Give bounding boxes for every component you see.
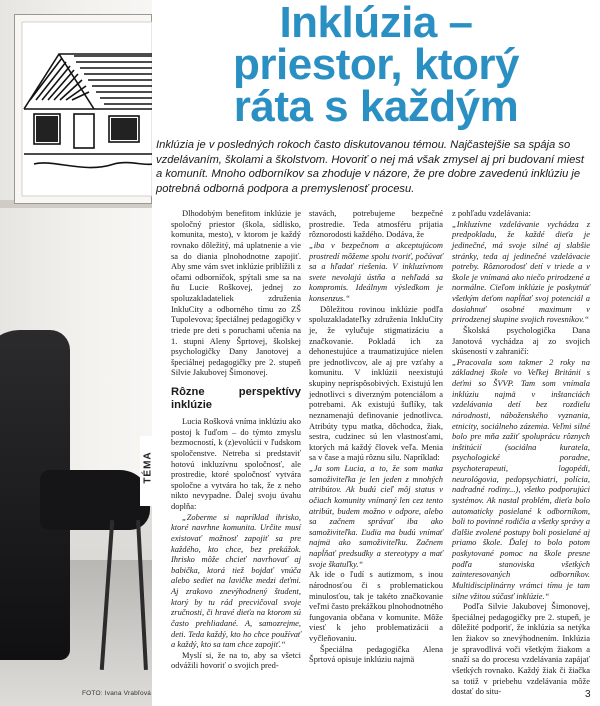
quote: „Zoberme si napríklad ihrisko, ktoré navrhne komunita. Určite musí existovať možnosť zapojiť sa pre každého, kto chce, bez prekážok. Ihrisko môže chcieť navrhovať aj babička, ktorá tiež bojdať vnúča alebo sediet na lavičke medzi deťmi. Aj zrakovo znevýhodnený študent, ktorý by tu rád precvičoval svoje zručnosti, či hravé dieťa na ktorom sú často prehliadané. A, samozrejme, deti. Teda každý, kto ho chce používať a každý, kto sa tam chce zapojiť.“ <box>171 511 301 650</box>
section-label: TÉMA <box>142 451 154 484</box>
title-line: Inklúzia – <box>279 0 473 47</box>
quote: „iba v bezpečnom a akceptujúcom prostredí môžeme spolu tvoriť, počúvať sa a hľadať riešenia. V inkluzívnom svete nevolajú ústňa a nehľadá sa kompromis. Ideálnym výsledkom je konsenzus.“ <box>309 239 443 303</box>
paragraph: Lucia Rošková vníma inklúziu ako postoj k ľuďom – do týmto zmyslu bezmocností, k (z)evolúcii v ľudskom spoločenstve. Netreba si predstaviť hotovú inkluzívnu spoločnosť, ale prostredie, ktoré spoločnosť vytvára spoločne a vytvára ho tak, že z neho nikto nevypadne. Ďalej svoju úvahu doplňa: <box>171 416 301 511</box>
paragraph: Školská psychologička Dana Janotová vychádza aj zo svojich skúseností v zahraničí: <box>452 324 590 357</box>
section-tab <box>140 436 158 506</box>
subheading: Rôzne perspektívy inklúzie <box>171 386 301 411</box>
photo-credit: FOTO: Ivana Vrabľová <box>82 690 152 697</box>
paragraph: Dôležitou rovinou inklúzie podľa spoluzakladateľky združenia InkluCity je, že vylučuje stigmatizáciu a značkovanie. Pokladá ich za dehonestujúce a traumatizujúce nielen pre jednotlivcov, ale aj pre vzťahy a komunitu. V inklúzii neexistujú skupiny nepríspôsobivých. Existujú len jednotlivci s diverzným potenciálom a potrebami. Ak existujú šuflíky, tak neznamenajú definovanie jednotlivca. Atribúty typu matka, dôchodca, žiak, sestra, cudzinec sú len vlastnosťami, ktorých má každý človek veľa. Menia sa v čase a majú rôznu silu. Napríklad: <box>309 303 443 463</box>
text-column-2 <box>309 208 443 665</box>
paragraph: Dlhodobým benefitom inklúzie je spoločný priestor (škola, sídlisko, komunita, mesto), v ktorom je každý rovnako dôležitý, má uplatnenie a vie sa do diania plnohodnotne zapojiť. Aby sme vám svet inklúzie priblížili z očami odborníčok, spýtali sme sa na ňu Lucie Roškovej, jednej zo spoluzakladateliek združenia InkluCity a odborného tímu zo ZŠ Tupolevova; špeciálnej pedagogičky v triede pre deti s poruchami učenia na 1. stupni Aleny Šprtovej, školskej psychologičky Dany Janotovej a špeciálnej pedagogičky pre 2. stupeň Silvie Jakubovej Šimonovej. <box>171 208 301 378</box>
paragraph: stavách, potrebujeme bezpečné prostredie. Teda atmosféru prijatia rôznorodosti každého. Dodáva, že <box>309 208 443 240</box>
hero-photo <box>0 0 152 706</box>
photo-person-arm <box>40 470 150 530</box>
title-line: ráta s každým <box>233 82 519 131</box>
text-column-3 <box>452 208 590 697</box>
quote: „Ja som Lucia, a to, že som matka samoživiteľka je len jeden z mnohých atribútov. Ak budú cieľ môj status v očiach komunity vnímaný len cez tento atribút, budem možno v odpore, alebo sa začnem správať iba ako samoživiteľka. Ľudia ma budú vnímať najmä ako samoživiteľku. Začnem napĺňať predsudky a stereotypy a mať svoje škatuľky.“ <box>309 463 443 569</box>
framed-drawing <box>14 14 152 204</box>
paragraph: z pohľadu vzdelávania: <box>452 208 531 218</box>
page-number: 3 <box>585 689 591 700</box>
quote: „Pracovala som takmer 2 roky na základnej škole vo Veľkej Británii s deťmi so ŠVVP. Tam som vnímala inklúziu najmä v inštanciách vzdelávania detí bez rozdielu národnosti, náboženského vyznania, etnicity, sociálneho zázemia. Veľmi silné bolo pre mňa zažiť spoluprácu rôznych inštitúcií (sociálna kuratela, psychologické poradne, psychoterapeuti, logopédi, neurológovia, pedopsychiatri, polícia, nadradné rodiny...), všetko podporujúci systémov. Ak nastal problém, dieťa bolo automaticky posielané k odborníkom, boli to povinné rodičia a všetky správy a ďalšie zvolené postupy boli posielané aj priamo škole. Ďalej to bolo potom poskytované pomoc na škole presne podľa stanoviska všetkých zainteresovaných odborníkov. Multidisciplinárny vrámci tímu je tam silne vžitou súčasť inklúzie.“ <box>452 356 590 601</box>
paragraph: Špeciálna pedagogička Alena Šprtová opisuje inklúziu najmä <box>309 643 443 665</box>
text-column-1 <box>171 208 301 671</box>
title-line: priestor, ktorý <box>233 40 519 89</box>
article-title <box>156 0 596 131</box>
paragraph: Podľa Silvie Jakubovej Šimonovej, špeciálnej pedagogičky pre 2. stupeň, je dôležité podporiť, že inklúzia sa netýka len žiakov so znevýhodnením. Inklúzia je spravodlivá voči všetkým žiakom a snaží sa do procesu vzdelávania zapájať všetkých rovnako. Každý žiak či žiačka sa totiž v priebehu vzdelávania môže dostať do situ- <box>452 601 590 697</box>
paragraph: Ak ide o ľudí s autizmom, s inou národnosťou či s problematickou minulosťou, tak je takéto značkovanie veľmi často prekážkou plnohodnotného fungovania občana v komunite. Môže viesť k jeho problematizácii a vyčleňovaniu. <box>309 569 443 643</box>
paragraph: Myslí si, že na to, aby sa všetci odvážili hovoriť o svojich pred- <box>171 649 301 671</box>
quote: „Inkluzívne vzdelávanie vychádza z predpokladu, že každé dieťa je jedinečné, má svoje silné aj slabšie stránky, teda aj jedinečné vzdelávacie potreby. Rôznorodosť detí v triede a v škole je vnímaná ako niečo prirodzené a normálne. Cieľom inklúzie je poskytnúť všetkým deťom napĺňať svoj potenciál a dosiahnuť osobné maximum v prirodzenej skupine svojich rovesníkov.“ <box>452 218 590 325</box>
article-lead: Inklúzia je v posledných rokoch často diskutovanou témou. Najčastejšie sa spája so vzdelávaním, školami a školstvom. Hovoriť o nej má však zmysel aj pri budovaní miest a komunít. Mnoho odborníkov sa zhoduje v názore, že pre dobre zavedenú inklúziu je potrebná odborná podpora a premyslenosť procesu. <box>156 139 584 195</box>
